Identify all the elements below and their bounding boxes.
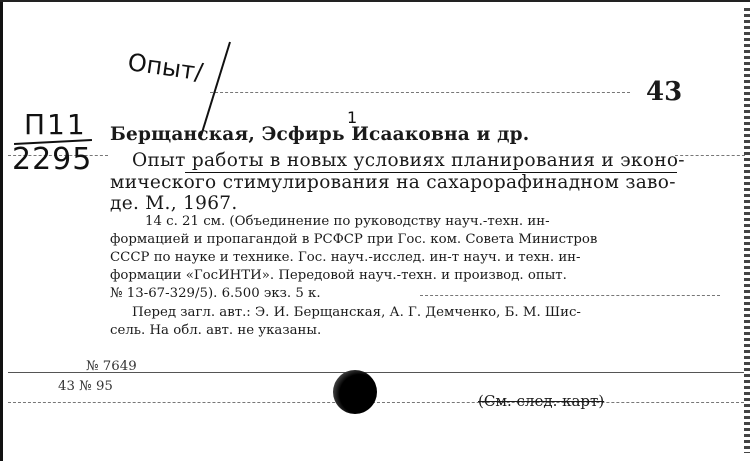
- book-number: 43 № 95: [58, 379, 113, 394]
- card-right-edge: [744, 8, 750, 453]
- note-line: сель. На обл. авт. не указаны.: [110, 323, 322, 338]
- description-line: формации «ГосИНТИ». Передовой науч.-техн. и производ. опыт.: [110, 268, 567, 283]
- title-line: Опыт работы в новых условиях планирования и эконо-: [132, 150, 685, 171]
- catalog-number: № 7649: [86, 359, 137, 374]
- guide-rule: [420, 295, 720, 296]
- small-mark: 1: [347, 108, 358, 127]
- description-line: формацией и пропагандой в РСФСР при Гос. ком. Совета Министров: [110, 232, 598, 247]
- card-left-edge: [0, 0, 3, 461]
- author-line: Берщанская, Эсфирь Исааковна и др.: [110, 124, 530, 145]
- guide-rule: [210, 92, 630, 93]
- title-line: мического стимулирования на сахарорафинадном заво-: [110, 172, 676, 193]
- description-line: СССР по науке и технике. Гос. науч.-исслед. ин-т науч. и техн. ин-: [110, 250, 581, 265]
- crossed-reference-note: (См. след. карт): [478, 392, 605, 410]
- guide-rule: [675, 155, 745, 156]
- description-line: 14 с. 21 см. (Объединение по руководству науч.-техн. ин-: [145, 214, 550, 229]
- page-number: 43: [646, 77, 683, 107]
- card-punch-hole: [333, 370, 377, 414]
- guide-rule: [8, 402, 744, 403]
- shelf-code-top: П11: [24, 108, 87, 141]
- shelf-code-bottom: 2295: [12, 142, 93, 177]
- card-top-edge: [0, 0, 750, 2]
- title-line: де. М., 1967.: [110, 193, 238, 214]
- handwritten-word: Опыт/: [126, 48, 205, 87]
- note-line: Перед загл. авт.: Э. И. Берщанская, А. Г. Демченко, Б. М. Шис-: [132, 305, 581, 320]
- description-line: № 13-67-329/5). 6.500 экз. 5 к.: [110, 286, 321, 301]
